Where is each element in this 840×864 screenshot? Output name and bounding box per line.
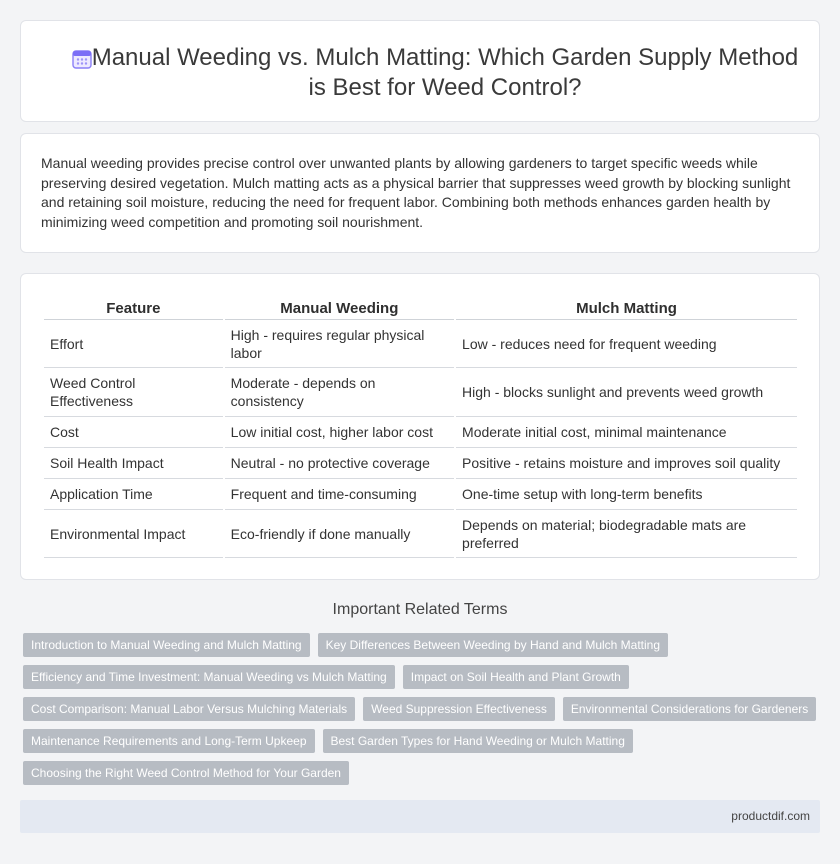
related-term-tag[interactable]: Key Differences Between Weeding by Hand and Mulch Matting [318,633,668,657]
table-cell: Neutral - no protective coverage [225,448,454,479]
table-header-row [44,294,797,320]
related-term-tag[interactable]: Efficiency and Time Investment: Manual Weeding vs Mulch Matting [23,665,395,689]
table-row [44,448,797,479]
related-term-tag[interactable]: Choosing the Right Weed Control Method for Your Garden [23,761,349,785]
table-cell: Positive - retains moisture and improves soil quality [456,448,797,479]
table-cell: Effort [44,320,223,368]
table-cell: Weed Control Effectiveness [44,368,223,417]
comparison-card [20,273,820,580]
related-term-tag[interactable]: Best Garden Types for Hand Weeding or Mulch Matting [323,729,633,753]
comparison-table [42,294,799,558]
related-term-tag[interactable]: Cost Comparison: Manual Labor Versus Mulching Materials [23,697,355,721]
footer [20,800,820,833]
header-manual-weeding: Manual Weeding [225,294,454,320]
table-row [44,510,797,558]
table-cell: One-time setup with long-term benefits [456,479,797,510]
table-cell: Frequent and time-consuming [225,479,454,510]
table-cell: Depends on material; biodegradable mats are preferred [456,510,797,558]
table-cell: Environmental Impact [44,510,223,558]
table-cell: High - blocks sunlight and prevents weed growth [456,368,797,417]
related-term-tag[interactable]: Environmental Considerations for Gardeners [563,697,816,721]
table-row [44,479,797,510]
related-term-tag[interactable]: Impact on Soil Health and Plant Growth [403,665,629,689]
related-term-tag[interactable]: Weed Suppression Effectiveness [363,697,555,721]
intro-card [20,133,820,253]
header-feature: Feature [44,294,223,320]
table-cell: Low - reduces need for frequent weeding [456,320,797,368]
page-title: Manual Weeding vs. Mulch Matting: Which Garden Supply Method is Best for Weed Control? [91,44,799,101]
table-cell: Application Time [44,479,223,510]
table-cell: Moderate - depends on consistency [225,368,454,417]
related-term-tag[interactable]: Introduction to Manual Weeding and Mulch Matting [23,633,310,657]
related-term-tag[interactable]: Maintenance Requirements and Long-Term Upkeep [23,729,315,753]
related-terms-list [23,633,823,785]
table-cell: Eco-friendly if done manually [225,510,454,558]
table-row [44,368,797,417]
table-cell: Moderate initial cost, minimal maintenance [456,417,797,448]
table-cell: Cost [44,417,223,448]
header-mulch-matting: Mulch Matting [456,294,797,320]
footer-site-name: productdif.com [731,809,810,823]
table-row [44,320,797,368]
related-terms-title: Important Related Terms [332,601,508,618]
intro-paragraph: Manual weeding provides precise control over unwanted plants by allowing gardeners to target specific weeds while preserving desired vegetation. Mulch matting acts as a physical barrier that suppresses weed growth by blocking sunlight and retaining soil moisture, reducing the need for frequent labor. Combining both methods enhances garden health by minimizing weed competition and promoting soil nourishment. [41,155,791,230]
title-card [20,20,820,122]
table-cell: Low initial cost, higher labor cost [225,417,454,448]
table-cell: Soil Health Impact [44,448,223,479]
table-row [44,417,797,448]
table-cell: High - requires regular physical labor [225,320,454,368]
